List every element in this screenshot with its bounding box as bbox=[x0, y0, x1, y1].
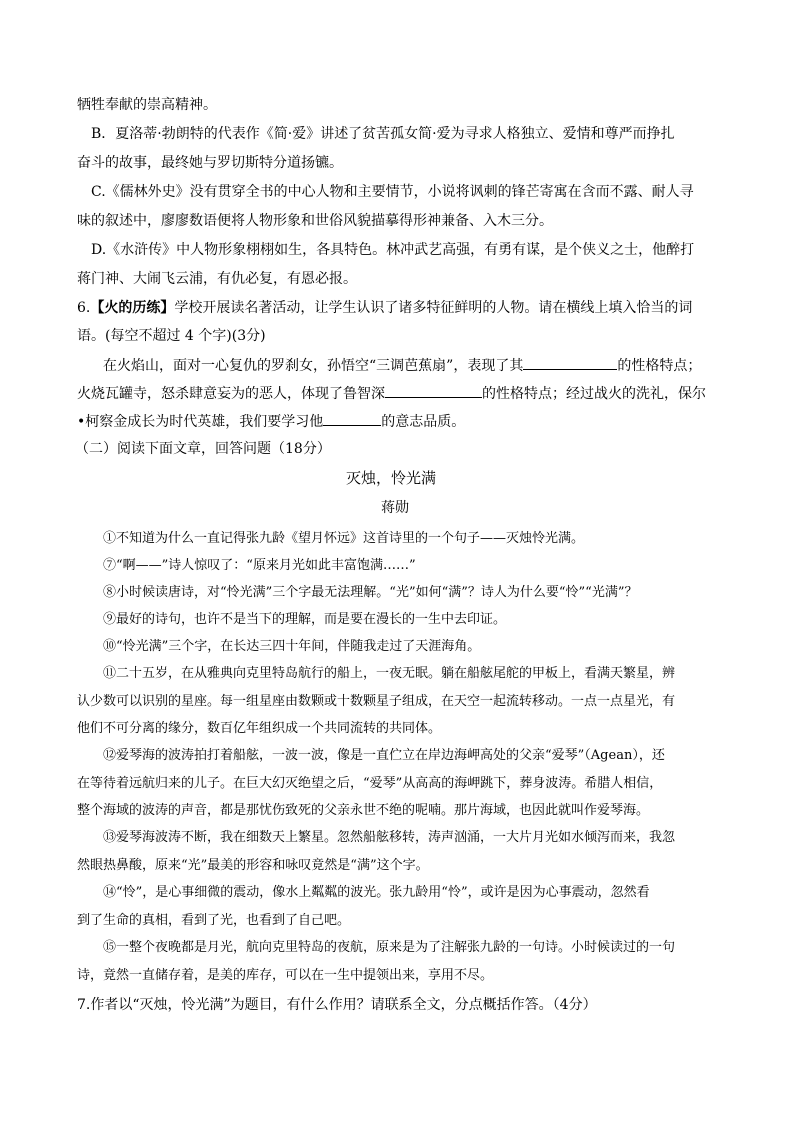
paragraph-12-cont: 整个海域的波涛的声音，都是那忧伤致死的父亲永世不绝的呢喃。那片海域，也因此就叫作爱琴海。 bbox=[77, 803, 650, 818]
text-line: 语。(每空不超过 4 个字)(3分) bbox=[77, 328, 266, 344]
fill-line-2 bbox=[77, 383, 706, 404]
section-heading: （二）阅读下面文章，回答问题（18分） bbox=[75, 441, 331, 457]
text-span: 的意志品质。 bbox=[381, 414, 466, 430]
text-span: 的性格特点； bbox=[617, 358, 702, 374]
answer-blank[interactable] bbox=[323, 411, 381, 426]
paragraph-11-cont: 认少数可以识别的星座。每一组星座由数颗或十数颗星子组成，在天空一起流转移动。一点一点星光，有 bbox=[77, 694, 676, 709]
essay-title: 灭烛，怜光满 bbox=[346, 469, 437, 487]
paragraph-12: ⑫爱琴海的波涛拍打着船舷，一波一波，像是一直伫立在岸边海岬高处的父亲“爱琴”（Agean），还 bbox=[103, 748, 665, 763]
paragraph-9: ⑨最好的诗句，也许不是当下的理解，而是要在漫长的一生中去印证。 bbox=[103, 612, 507, 627]
paragraph-11: ⑪二十五岁，在从雅典向克里特岛航行的船上，一夜无眠。躺在船舷尾舵的甲板上，看满天繁星，辨 bbox=[103, 666, 676, 681]
option-b: B．夏洛蒂·勃朗特的代表作《简·爱》讲述了贫苦孤女简·爱为寻求人格独立、爱情和尊严而挣扎 bbox=[91, 126, 675, 142]
text-span: •柯察金成长为时代英雄，我们要学习他 bbox=[77, 414, 324, 430]
fill-line-1 bbox=[103, 355, 701, 376]
paragraph-14: ⑭“怜”，是心事细微的震动，像水上粼粼的波光。张九龄用“怜”，或许是因为心事震动，忽然看 bbox=[103, 885, 650, 900]
text-span: 的性格特点；经过战火的洗礼，保尔 bbox=[482, 386, 706, 402]
paragraph-13: ⑬爱琴海波涛不断，我在细数天上繁星。忽然船舷移转，涛声汹涌，一大片月光如水倾泻而来，我忽 bbox=[103, 830, 676, 845]
text-line: 牺牲奉献的崇高精神。 bbox=[77, 97, 217, 113]
question-heading: 【火的历练】 bbox=[90, 300, 175, 316]
essay-author: 蒋勋 bbox=[381, 500, 409, 516]
answer-blank[interactable] bbox=[523, 355, 617, 370]
paragraph-15-cont: 诗，竟然一直储存着，是美的库存，可以在一生中提领出来，享用不尽。 bbox=[77, 968, 494, 983]
answer-blank[interactable] bbox=[385, 383, 482, 398]
paragraph-8: ⑧小时候读唐诗，对“怜光满”三个字最无法理解。“光”如何“满”？诗人为什么要“怜”“光满”？ bbox=[103, 585, 638, 600]
text-line: 蒋门神、大闹飞云浦，有仇必复，有恩必报。 bbox=[77, 271, 357, 287]
option-d: D.《水浒传》中人物形象栩栩如生，各具特色。林冲武艺高强，有勇有谋，是个侠义之士，他醉打 bbox=[91, 242, 695, 258]
fill-line-3 bbox=[77, 411, 465, 432]
option-c: C.《儒林外史》没有贯穿全书的中心人物和主要情节，小说将讽刺的锋芒寄寓在含而不露、耐人寻 bbox=[91, 184, 694, 200]
paragraph-1: ①不知道为什么一直记得张九龄《望月怀远》这首诗里的一个句子——灭烛怜光满。 bbox=[103, 531, 585, 546]
text-span: 在火焰山，面对一心复仇的罗刹女，孙悟空“三调芭蕉扇”，表现了其 bbox=[103, 358, 524, 374]
question-6 bbox=[77, 298, 692, 318]
text-line: 味的叙述中，廖廖数语便将人物形象和世俗风貌描摹得形神兼备、入木三分。 bbox=[77, 213, 553, 229]
paragraph-14-cont: 到了生命的真相，看到了光，也看到了自己吧。 bbox=[77, 913, 351, 928]
text-line: 奋斗的故事，最终她与罗切斯特分道扬镳。 bbox=[77, 155, 343, 171]
text-span: 火烧瓦罐寺，怒杀肆意妄为的恶人，体现了鲁智深 bbox=[77, 386, 385, 402]
paragraph-12-cont: 在等待着远航归来的儿子。在巨大幻灭绝望之后，“爱琴”从高高的海岬跳下，葬身波涛。希腊人相信， bbox=[77, 776, 663, 791]
question-7: 7.作者以“灭烛，怜光满”为题目，有什么作用？请联系全文，分点概括作答。（4分） bbox=[77, 997, 597, 1013]
paragraph-13-cont: 然眼热鼻酸，原来“光”最美的形容和咏叹竟然是“满”这个字。 bbox=[77, 858, 429, 873]
paragraph-11-cont: 他们不可分离的缘分，数百亿年组织成一个共同流转的共同体。 bbox=[77, 721, 442, 736]
question-number: 6. bbox=[77, 300, 91, 316]
paragraph-10: ⑩“怜光满”三个字，在长达三四十年间，伴随我走过了天涯海角。 bbox=[103, 639, 481, 654]
paragraph-15: ⑮一整个夜晚都是月光，航向克里特岛的夜航，原来是为了注解张九龄的一句诗。小时候读过的一句 bbox=[103, 940, 676, 955]
paragraph-7: ⑦“啊——”诗人惊叹了：“原来月光如此丰富饱满……” bbox=[103, 558, 416, 573]
question-text: 学校开展读名著活动，让学生认识了诸多特征鲜明的人物。请在横线上填入恰当的词 bbox=[174, 300, 693, 316]
